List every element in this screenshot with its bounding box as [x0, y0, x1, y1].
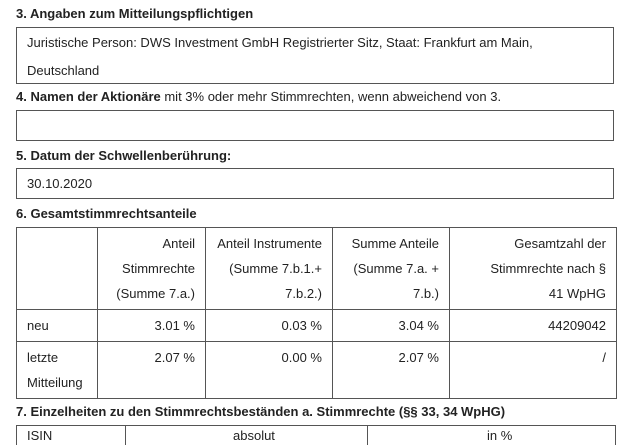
- section-5-content-box: [16, 168, 614, 199]
- header-summe-anteile: Summe Anteile (Summe 7.a. + 7.b.): [333, 228, 450, 310]
- header-anteil-stimmrechte: Anteil Stimmrechte (Summe 7.a.): [98, 228, 206, 310]
- section-3-line-2: Deutschland: [27, 63, 100, 78]
- section-6-title: 6. Gesamtstimmrechtsanteile: [16, 206, 197, 221]
- cell-summe-anteile: 3.04 %: [333, 310, 450, 342]
- cell-anteil-instrumente: 0.03 %: [206, 310, 333, 342]
- cell-gesamtzahl: /: [450, 342, 617, 399]
- row-label-letzte-mitteilung: letzte Mitteilung: [17, 342, 98, 399]
- section-7-col-absolut: absolut: [233, 428, 275, 443]
- section-7-title: 7. Einzelheiten zu den Stimmrechtsbeständen a. Stimmrechte (§§ 33, 34 WpHG): [16, 404, 506, 419]
- table-row: [17, 310, 617, 342]
- section-4-title-rest: mit 3% oder mehr Stimmrechten, wenn abweichend von 3.: [160, 89, 502, 104]
- section-7-col-isin: ISIN: [27, 428, 53, 443]
- section-5-title: 5. Datum der Schwellenberührung:: [16, 148, 232, 163]
- cell-anteil-stimmrechte: 3.01 %: [98, 310, 206, 342]
- section-4-title-bold: 4. Namen der Aktionäre: [16, 89, 161, 104]
- section-7-heading: [16, 404, 505, 419]
- section-5-heading: [16, 148, 231, 163]
- table-header-row: [17, 228, 617, 310]
- section-5-date: 30.10.2020: [27, 176, 93, 191]
- header-empty-cell: [17, 228, 98, 310]
- cell-summe-anteile: 2.07 %: [333, 342, 450, 399]
- cell-anteil-instrumente: 0.00 %: [206, 342, 333, 399]
- section-6-heading: [16, 206, 197, 221]
- cell-anteil-stimmrechte: 2.07 %: [98, 342, 206, 399]
- voting-rights-table: [16, 227, 617, 399]
- section-7-table-partial: [16, 425, 616, 445]
- cell-gesamtzahl: 44209042: [450, 310, 617, 342]
- section-3-content-box: [16, 27, 614, 84]
- section-3-title: 3. Angaben zum Mitteilungspflichtigen: [16, 6, 254, 21]
- section-7-col-prozent: in %: [487, 428, 513, 443]
- header-anteil-instrumente: Anteil Instrumente (Summe 7.b.1.+ 7.b.2.): [206, 228, 333, 310]
- section-3-line-1: Juristische Person: DWS Investment GmbH Registrierter Sitz, Staat: Frankfurt am Main,: [27, 35, 533, 50]
- header-gesamtzahl: Gesamtzahl der Stimmrechte nach § 41 WpHG: [450, 228, 617, 310]
- section-4-heading: [16, 89, 501, 104]
- section-3-heading: [16, 6, 253, 21]
- row-label-neu: neu: [17, 310, 98, 342]
- section-4-content-box: [16, 110, 614, 141]
- table-row: [17, 342, 617, 399]
